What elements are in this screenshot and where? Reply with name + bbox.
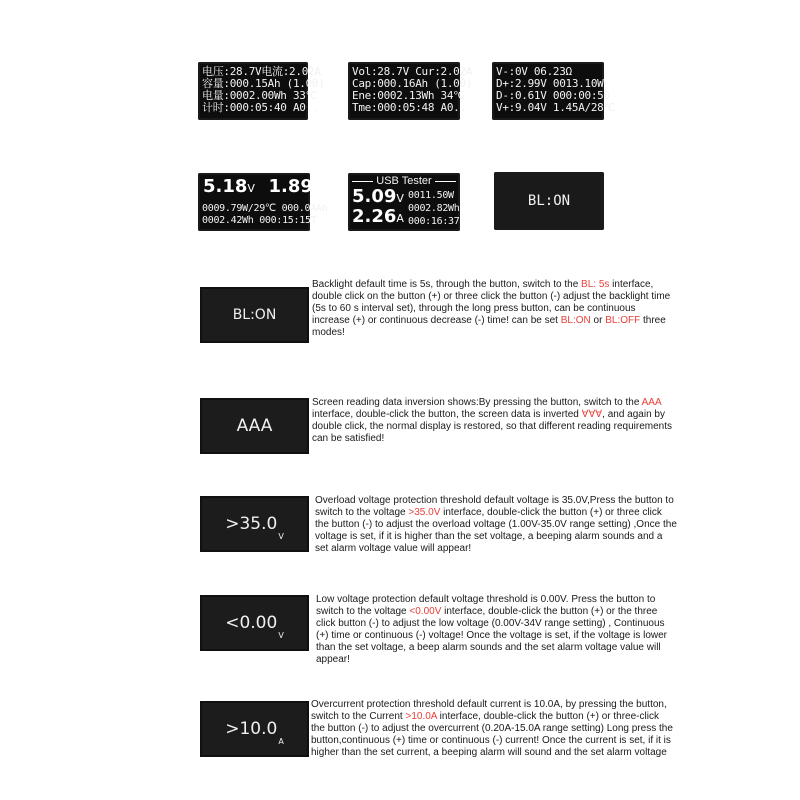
overcurrent-description: [311, 699, 673, 759]
desc-highlight: ∀∀∀: [581, 409, 603, 420]
screen-dataline-readout: [492, 62, 616, 120]
desc-text: interface, double-click the button (+) or the three click button (-) to adjust the low voltage (0.00V-34V range setting) , Continuous (+) time or continuous (-) voltage! Once the voltage is set, if the voltage is lower than the set voltage, a beep alarm sounds and the set alarm voltage value will appear!: [316, 606, 667, 665]
lcd-overvoltage: [200, 496, 309, 552]
desc-text: Overcurrent protection threshold default current is 10.0A, by pressing the button, switch to the Current: [311, 699, 667, 722]
lcd-value: <0.00: [225, 613, 278, 633]
current-value: 1.89: [268, 176, 313, 197]
screen-chinese-readout: [198, 62, 325, 120]
backlight-label: BL:ON: [527, 193, 571, 209]
screen-big-voltage-current: [198, 173, 328, 231]
screen-backlight-on: [494, 172, 604, 230]
screen-usb-tester: [348, 173, 460, 231]
desc-highlight: BL:ON: [560, 315, 591, 326]
desc-text: Backlight default time is 5s, through the button, switch to the: [312, 279, 582, 290]
desc-text: interface, double click on the button (+) or three click the button (-) adjust the backlight time (5s to 60 s interval set), through the long press button, can be continuous increase (+) or continuous decrease (-) time! can be set: [312, 279, 671, 326]
usb-tester-title: USB Tester: [376, 175, 432, 187]
screen-line: D+:2.99V 0013.10W: [496, 77, 604, 90]
overvoltage-description: [315, 495, 677, 555]
desc-highlight: >10.0A: [405, 711, 437, 722]
desc-text: Low voltage protection default voltage threshold is 0.00V. Press the button to switch to the voltage: [316, 594, 656, 617]
lcd-value: >35.0: [225, 514, 278, 534]
screen-line: Ene:0002.13Wh 34℃: [352, 89, 466, 102]
lcd-inversion: [200, 398, 309, 454]
desc-text: Screen reading data inversion shows:By pressing the button, switch to the: [312, 397, 642, 408]
desc-text: interface, double-click the button (+) or three-click the button (-) to adjust the overcurrent (0.20A-15.0A range setting) Long press the button,continuous (+) time or continuous (-) current! Once the current is set, if it is higher than the set current, a beeping alarm will sound and the set alarm voltage: [311, 711, 673, 758]
screen-line: Vol:28.7V Cur:2.02A: [352, 65, 473, 78]
voltage-value: 5.09: [352, 186, 397, 207]
inversion-description: [312, 397, 674, 445]
desc-highlight: BL:OFF: [605, 315, 641, 326]
desc-text: , and again by double click, the normal display is restored, so that different reading requirements can be satisfied!: [312, 409, 673, 444]
current-unit: A: [312, 182, 321, 195]
lcd-value: AAA: [236, 416, 273, 436]
screen-line: Cap:000.16Ah (1.00): [352, 77, 473, 90]
desc-text: interface, double-click the button (+) or three click the button (-) to adjust the overload voltage (1.00V-35.0V range setting) ,Once the voltage is set, if it is higher than the set voltage, a beeping alarm sounds and a set alarm voltage value will appear!: [315, 507, 677, 554]
lcd-undervoltage: [200, 595, 309, 651]
desc-text: Overload voltage protection threshold default voltage is 35.0V,Press the button to switch to the voltage: [315, 495, 674, 518]
screen-line: 电压:28.7V电流:2.02A: [202, 65, 321, 78]
voltage-value: 5.18: [203, 176, 248, 197]
lcd-unit: A: [278, 737, 284, 746]
desc-text: or: [590, 315, 606, 326]
lcd-unit: V: [278, 532, 284, 541]
screen-line: 000:16:37: [408, 216, 460, 227]
screen-line: V-:0V 06.23Ω: [496, 65, 572, 78]
screen-line: 0002.82Wh: [408, 203, 460, 214]
backlight-description: [312, 279, 674, 339]
desc-highlight: AAA: [641, 397, 662, 408]
lcd-unit: V: [278, 631, 284, 640]
undervoltage-description: [316, 594, 678, 666]
screen-line: Tme:000:05:48 A0..: [352, 101, 466, 114]
lcd-backlight: [200, 287, 309, 343]
desc-highlight: >35.0V: [408, 507, 441, 518]
current-unit: A: [396, 212, 404, 225]
desc-highlight: <0.00V: [409, 606, 442, 617]
screen-line: V+:9.04V 1.45A/28℃: [496, 101, 616, 114]
screen-line: D-:0.61V 000:00:56: [496, 89, 610, 102]
voltage-unit: V: [396, 192, 404, 205]
lcd-value: >10.0: [225, 719, 278, 739]
current-value: 2.26: [352, 206, 397, 227]
screen-line: 容量:000.15Ah (1.00): [202, 77, 325, 90]
screen-line: 0009.79W/29℃ 000.04Ah: [202, 203, 328, 214]
screen-line: 0011.50W: [408, 190, 454, 201]
screen-english-readout: [348, 62, 473, 120]
desc-text: interface, double-click the button, the screen data is inverted: [312, 409, 582, 420]
desc-highlight: BL: 5s: [581, 279, 610, 290]
desc-text: three modes!: [312, 315, 666, 338]
screen-line: 电量:0002.00Wh 33℃: [202, 89, 318, 102]
voltage-unit: V: [247, 182, 255, 195]
lcd-overcurrent: [200, 701, 309, 757]
lcd-value: BL:ON: [232, 307, 277, 323]
screen-line: 计时:000:05:40 A0..: [202, 101, 319, 114]
screen-line: 0002.42Wh 000:15:15T: [202, 215, 317, 226]
